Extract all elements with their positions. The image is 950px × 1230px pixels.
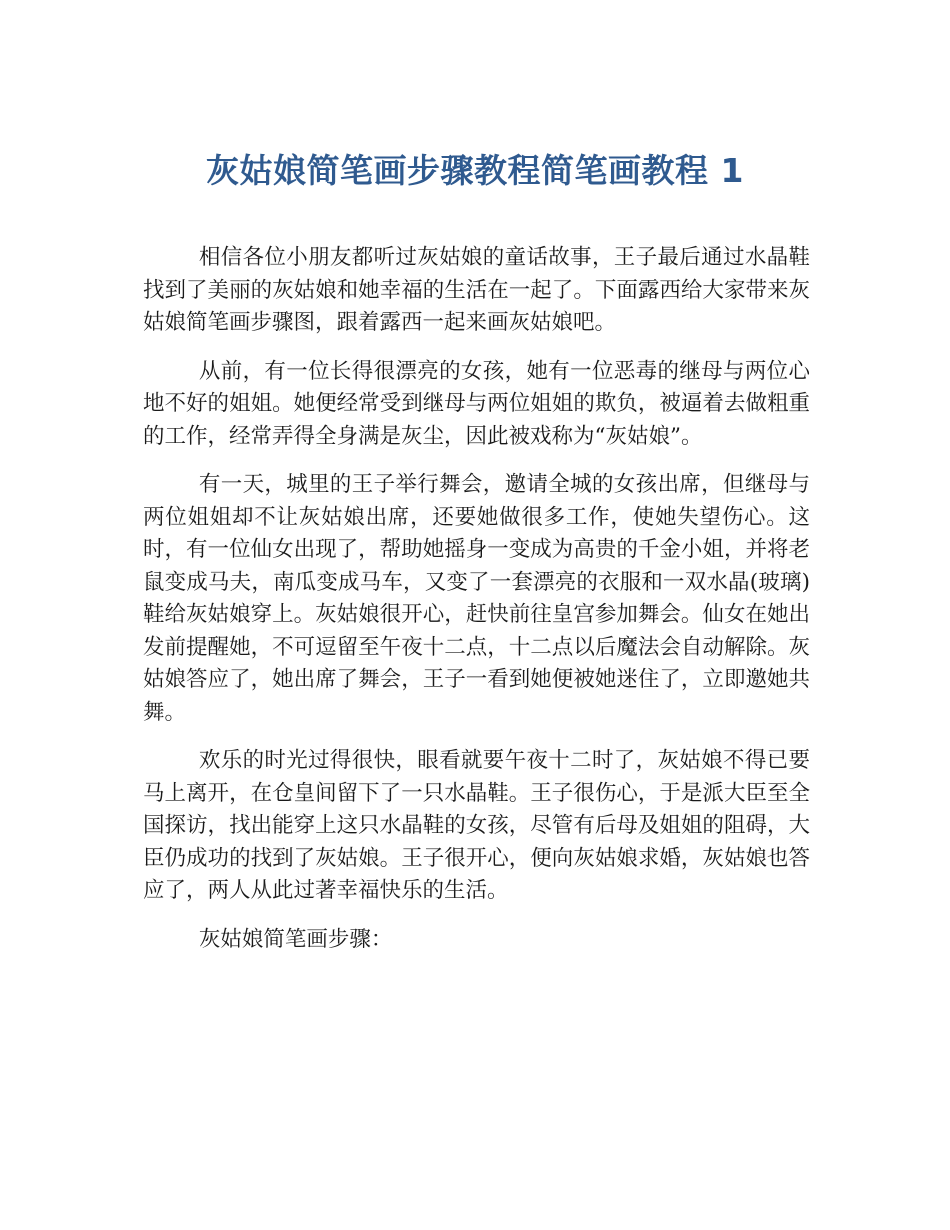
paragraph-ending: 欢乐的时光过得很快，眼看就要午夜十二时了，灰姑娘不得已要马上离开，在仓皇间留下了一只水晶鞋。王子很伤心，于是派大臣至全国探访，找出能穿上这只水晶鞋的女孩，尽管有后母及姐姐的阻碍，大臣仍成功的找到了灰姑娘。王子很开心，便向灰姑娘求婚，灰姑娘也答应了，两人从此过著幸福快乐的生活。 [143, 748, 810, 903]
document-body [143, 242, 810, 972]
paragraph-steps-heading: 灰姑娘简笔画步骤： [198, 926, 393, 952]
paragraph-story-beginning: 从前，有一位长得很漂亮的女孩，她有一位恶毒的继母与两位心地不好的姐姐。她便经常受到继母与两位姐姐的欺负，被逼着去做粗重的工作，经常弄得全身满是灰尘，因此被戏称为“灰姑娘”。 [143, 358, 810, 449]
paragraph-ball: 有一天，城里的王子举行舞会，邀请全城的女孩出席，但继母与两位姐姐却不让灰姑娘出席，还要她做很多工作，使她失望伤心。这时，有一位仙女出现了，帮助她摇身一变成为高贵的千金小姐，并将老鼠变成马夫，南瓜变成马车，又变了一套漂亮的衣服和一双水晶(玻璃)鞋给灰姑娘穿上。灰姑娘很开心，赶快前往皇宫参加舞会。仙女在她出发前提醒她，不可逗留至午夜十二点，十二点以后魔法会自动解除。灰姑娘答应了，她出席了舞会，王子一看到她便被她迷住了，立即邀她共舞。 [143, 472, 810, 725]
document-title: 灰姑娘简笔画步骤教程简笔画教程 1 [206, 151, 744, 190]
paragraph-intro: 相信各位小朋友都听过灰姑娘的童话故事，王子最后通过水晶鞋找到了美丽的灰姑娘和她幸福的生活在一起了。下面露西给大家带来灰姑娘简笔画步骤图，跟着露西一起来画灰姑娘吧。 [143, 245, 810, 335]
